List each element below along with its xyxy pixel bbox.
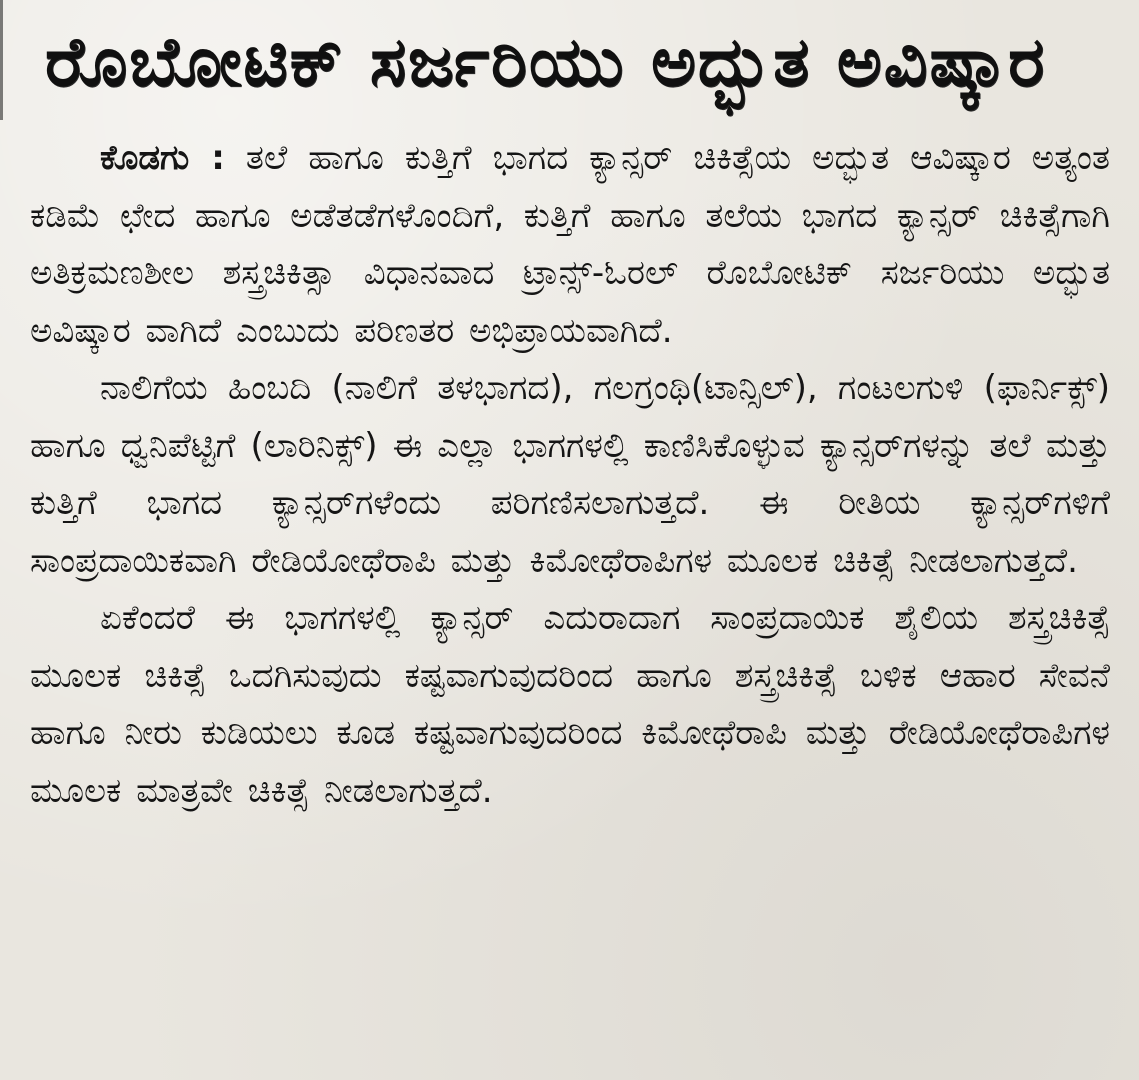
article-headline: ರೊಬೋಟಿಕ್ ಸರ್ಜರಿಯು ಅದ್ಭುತ ಅವಿಷ್ಕಾರ <box>45 23 1047 102</box>
article-body <box>30 130 1110 820</box>
paragraph-2: ನಾಲಿಗೆಯ ಹಿಂಬದಿ (ನಾಲಿಗೆ ತಳಭಾಗದ), ಗಲಗ್ರಂಥಿ(ಟಾನ್ಸಿಲ್), ಗಂಟಲಗುಳಿ (ಫಾರ್ನಿಕ್ಸ್) ಹಾಗೂ ಧ್ವನಿಪೆಟ್ಟಿಗೆ (ಲಾರಿನಿಕ್ಸ್) ಈ ಎಲ್ಲಾ ಭಾಗಗಳಲ್ಲಿ ಕಾಣಿಸಿಕೊಳ್ಳುವ ಕ್ಯಾನ್ಸರ್‌ಗಳನ್ನು ತಲೆ ಮತ್ತು ಕುತ್ತಿಗೆ ಭಾಗದ ಕ್ಯಾನ್ಸರ್‌ಗಳೆಂದು ಪರಿಗಣಿಸಲಾಗುತ್ತದೆ. ಈ ರೀತಿಯ ಕ್ಯಾನ್ಸರ್‌ಗಳಿಗೆ ಸಾಂಪ್ರದಾಯಿಕವಾಗಿ ರೇಡಿಯೋಥೆರಾಪಿ ಮತ್ತು ಕಿಮೋಥೆರಾಪಿಗಳ ಮೂಲಕ ಚಿಕಿತ್ಸೆ ನೀಡಲಾಗುತ್ತದೆ. <box>30 368 1110 581</box>
dateline: ಕೊಡಗು : <box>100 138 225 178</box>
page-edge-mark <box>0 0 13 120</box>
paragraph-1 <box>30 130 1110 360</box>
paragraph-1-text: ತಲೆ ಹಾಗೂ ಕುತ್ತಿಗೆ ಭಾಗದ ಕ್ಯಾನ್ಸರ್ ಚಿಕಿತ್ಸೆಯ ಅದ್ಭುತ ಆವಿಷ್ಕಾರ ಅತ್ಯಂತ ಕಡಿಮೆ ಛೇದ ಹಾಗೂ ಅಡೆತಡೆಗಳೊಂದಿಗೆ, ಕುತ್ತಿಗೆ ಹಾಗೂ ತಲೆಯ ಭಾಗದ ಕ್ಯಾನ್ಸರ್ ಚಿಕಿತ್ಸೆಗಾಗಿ ಅತಿಕ್ರಮಣಶೀಲ ಶಸ್ತ್ರಚಿಕಿತ್ಸಾ ವಿಧಾನವಾದ ಟ್ರಾನ್ಸ್-ಓರಲ್ ರೊಬೋಟಿಕ್ ಸರ್ಜರಿಯು ಅದ್ಭುತ ಅವಿಷ್ಕಾರ ವಾಗಿದೆ ಎಂಬುದು ಪರಿಣತರ ಅಭಿಪ್ರಾಯವಾಗಿದೆ. <box>30 138 1110 351</box>
paragraph-3: ಏಕೆಂದರೆ ಈ ಭಾಗಗಳಲ್ಲಿ ಕ್ಯಾನ್ಸರ್ ಎದುರಾದಾಗ ಸಾಂಪ್ರದಾಯಿಕ ಶೈಲಿಯ ಶಸ್ತ್ರಚಿಕಿತ್ಸೆ ಮೂಲಕ ಚಿಕಿತ್ಸೆ ಒದಗಿಸುವುದು ಕಷ್ಟವಾಗುವುದರಿಂದ ಹಾಗೂ ಶಸ್ತ್ರಚಿಕಿತ್ಸೆ ಬಳಿಕ ಆಹಾರ ಸೇವನೆ ಹಾಗೂ ನೀರು ಕುಡಿಯಲು ಕೂಡ ಕಷ್ಟವಾಗುವುದರಿಂದ ಕಿಮೋಥೆರಾಪಿ ಮತ್ತು ರೇಡಿಯೋಥೆರಾಪಿಗಳ ಮೂಲಕ ಮಾತ್ರವೇ ಚಿಕಿತ್ಸೆ ನೀಡಲಾಗುತ್ತದೆ. <box>30 598 1110 811</box>
